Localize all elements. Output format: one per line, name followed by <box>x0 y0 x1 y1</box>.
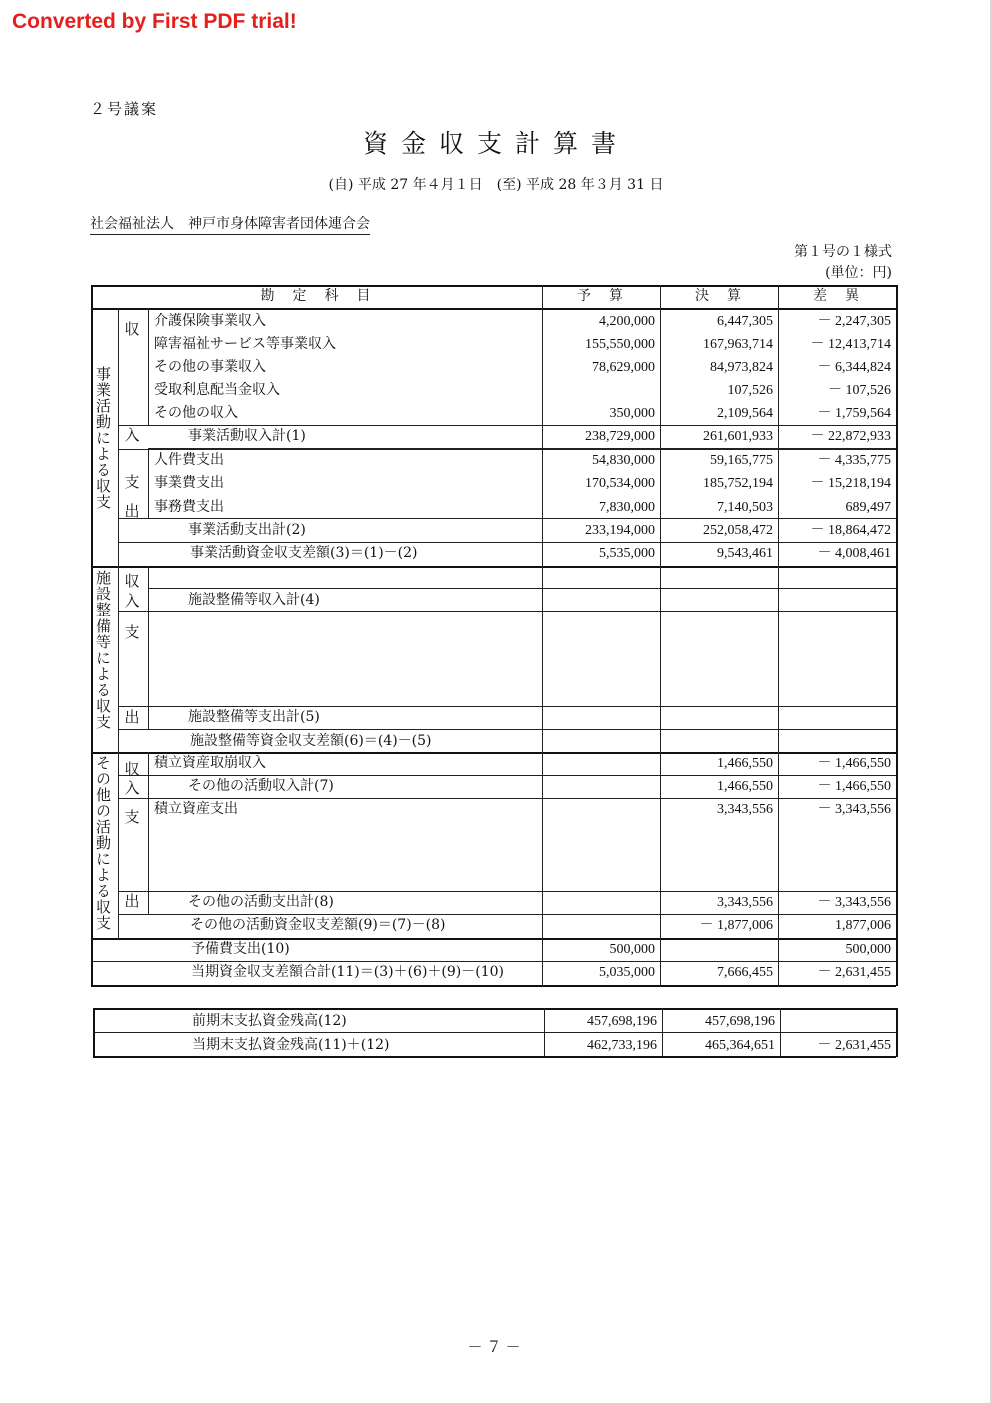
fiscal-period: (自) 平成 27 年４月１日 (至) 平成 28 年３月 31 日 <box>328 177 664 193</box>
sub-label-expense-1: 支 <box>124 473 140 491</box>
section-label-divider <box>118 308 119 938</box>
table-bottom-border <box>91 985 896 987</box>
facility-expense-bottom <box>118 729 896 730</box>
sub-label-income-3: 収 <box>124 572 140 590</box>
cell-budget <box>542 706 660 729</box>
row-label: 施設整備等収入計(4) <box>188 592 320 608</box>
cell-difference: － 4,335,775 <box>817 453 891 468</box>
cell-actual: 6,447,305 <box>717 314 773 329</box>
row-label: 事業活動収入計(1) <box>188 428 306 444</box>
other-expense-total-bottom <box>118 914 896 915</box>
cell-actual: － 1,877,006 <box>699 918 773 933</box>
cell-actual <box>660 730 778 753</box>
cell-budget: 155,550,000 <box>585 337 655 352</box>
form-number: 第１号の１様式 <box>794 244 892 260</box>
sub-label-income-5: 収 <box>124 760 140 778</box>
balance-row-label: 当期末支払資金残高(11)＋(12) <box>192 1037 390 1053</box>
cell-actual <box>660 938 778 961</box>
cell-budget: 7,830,000 <box>599 500 655 515</box>
facility-income-top <box>148 588 896 589</box>
balance-actual: 465,364,651 <box>705 1038 775 1053</box>
column-header-account: 勘 定 科 目 <box>260 288 373 304</box>
row-label: 施設整備等資金収支差額(6)＝(4)－(5) <box>190 733 432 749</box>
row-label: その他の活動支出計(8) <box>188 894 334 910</box>
cell-actual: 3,343,556 <box>717 895 773 910</box>
row-label: その他の活動収入計(7) <box>188 778 334 794</box>
document-title: 資金収支計算書 <box>362 129 629 158</box>
row-label: その他の事業収入 <box>154 359 266 375</box>
cell-actual <box>660 589 778 612</box>
cell-difference: － 2,631,455 <box>817 965 891 980</box>
section-label-operating: 事業活動による収支 <box>94 366 112 510</box>
sublabel-divider-1 <box>148 308 149 425</box>
cell-budget: 170,534,000 <box>585 476 655 491</box>
row-label: 積立資産取崩収入 <box>154 755 266 771</box>
row-label: 予備費支出(10) <box>191 941 290 957</box>
cell-budget: 4,200,000 <box>599 314 655 329</box>
cell-actual: 167,963,714 <box>703 337 773 352</box>
cell-difference <box>778 706 896 729</box>
expense-total-top <box>118 518 896 519</box>
column-header-actual: 決 算 <box>695 288 743 304</box>
other-expense-total-top <box>118 891 896 892</box>
budget-column-divider <box>542 285 543 986</box>
cell-budget: 78,629,000 <box>592 360 655 375</box>
income-total-top <box>118 425 896 426</box>
cell-actual: 1,466,550 <box>717 756 773 771</box>
cell-budget: 5,535,000 <box>599 546 655 561</box>
cell-difference: － 3,343,556 <box>817 895 891 910</box>
cell-difference: － 6,344,824 <box>817 360 891 375</box>
row-label: 受取利息配当金収入 <box>154 382 280 398</box>
cell-budget <box>542 589 660 612</box>
unit-label: (単位：円) <box>825 265 892 281</box>
sub-label-expense-4: 出 <box>124 708 140 726</box>
sub-label-expense-6: 出 <box>124 892 140 910</box>
sub-label-income-2: 入 <box>124 426 140 444</box>
sub-label-expense-2: 出 <box>124 502 140 520</box>
row-label: 事業費支出 <box>154 475 224 491</box>
section-divider-3 <box>91 938 896 940</box>
cell-budget: 350,000 <box>609 406 655 421</box>
bill-number: ２号議案 <box>90 100 159 118</box>
cell-difference: － 12,413,714 <box>810 337 891 352</box>
balance-difference <box>780 1010 896 1033</box>
sublabel-divider-4 <box>148 752 149 914</box>
cell-difference: － 22,872,933 <box>810 429 891 444</box>
section-divider-2 <box>91 752 896 754</box>
cell-actual: 7,666,455 <box>717 965 773 980</box>
balance-actual: 457,698,196 <box>705 1014 775 1029</box>
column-header-budget: 予 算 <box>577 288 625 304</box>
other-income-total-top <box>118 775 896 776</box>
sub-label-income-6: 入 <box>124 779 140 797</box>
cell-difference: － 15,218,194 <box>810 476 891 491</box>
cell-budget: 5,035,000 <box>599 965 655 980</box>
row-label: その他の収入 <box>154 405 238 421</box>
section-label-facility: 施設整備等による収支 <box>94 570 112 730</box>
facility-expense-top <box>118 706 896 707</box>
cell-difference <box>778 730 896 753</box>
cell-budget <box>542 891 660 914</box>
other-income-total-bottom <box>118 798 896 799</box>
section-label-other: その他の活動による収支 <box>94 755 112 931</box>
cell-difference: 1,877,006 <box>835 918 891 933</box>
cell-difference: － 2,247,305 <box>817 314 891 329</box>
cell-difference: － 107,526 <box>828 383 891 398</box>
row-label: 事業活動資金収支差額(3)＝(1)－(2) <box>190 545 418 561</box>
sub-label-income-1: 収 <box>124 320 140 338</box>
cell-budget <box>542 752 660 775</box>
row-label: 施設整備等支出計(5) <box>188 709 320 725</box>
section-divider-1 <box>91 566 896 568</box>
cell-budget <box>542 379 660 402</box>
cell-difference <box>778 589 896 612</box>
cell-actual: 59,165,775 <box>710 453 773 468</box>
cell-budget <box>542 914 660 937</box>
table-right-border <box>896 285 898 986</box>
balance-budget: 462,733,196 <box>587 1038 657 1053</box>
cell-difference: － 18,864,472 <box>810 523 891 538</box>
sub-label-expense-3: 支 <box>124 623 140 641</box>
row-label: 事務費支出 <box>154 499 224 515</box>
expense-total-bottom <box>118 542 896 543</box>
facility-income-bottom <box>118 611 896 612</box>
balance-row-label: 前期末支払資金残高(12) <box>192 1013 347 1029</box>
row-label: 障害福祉サービス等事業収入 <box>154 336 336 352</box>
cell-difference: － 1,759,564 <box>817 406 891 421</box>
balance-left-border <box>93 1008 95 1057</box>
cell-difference: － 1,466,550 <box>817 779 891 794</box>
watermark-text: Converted by First PDF trial! <box>12 10 297 33</box>
cell-actual <box>660 706 778 729</box>
cell-actual: 84,973,824 <box>710 360 773 375</box>
balance-right-border <box>896 1008 898 1057</box>
organization-name: 社会福祉法人 神戸市身体障害者団体連合会 <box>90 213 370 235</box>
balance-difference: － 2,631,455 <box>817 1038 891 1053</box>
row-label: 事業活動支出計(2) <box>188 522 306 538</box>
cell-actual: 107,526 <box>727 383 773 398</box>
row-label: 人件費支出 <box>154 452 224 468</box>
difference-column-divider <box>778 285 779 986</box>
row-label: 当期資金収支差額合計(11)＝(3)＋(6)＋(9)－(10) <box>191 964 504 980</box>
row-label: 介護保険事業収入 <box>154 313 266 329</box>
sub-label-income-4: 入 <box>124 592 140 610</box>
income-total-bottom <box>118 449 896 450</box>
cell-budget: 238,729,000 <box>585 429 655 444</box>
sublabel-divider-2 <box>148 449 149 518</box>
cell-actual: 3,343,556 <box>717 802 773 817</box>
cell-difference: 689,497 <box>845 500 891 515</box>
cell-actual: 7,140,503 <box>717 500 773 515</box>
cell-difference: － 4,008,461 <box>817 546 891 561</box>
cell-actual: 185,752,194 <box>703 476 773 491</box>
sublabel-divider-3 <box>148 566 149 729</box>
cell-budget: 54,830,000 <box>592 453 655 468</box>
cell-actual: 252,058,472 <box>703 523 773 538</box>
cell-budget <box>542 798 660 821</box>
cell-budget <box>542 775 660 798</box>
reserve-row-bottom <box>91 961 896 962</box>
actual-column-divider <box>660 285 661 986</box>
cell-difference: 500,000 <box>845 942 891 957</box>
cell-difference: － 1,466,550 <box>817 756 891 771</box>
cell-budget: 233,194,000 <box>585 523 655 538</box>
row-label: その他の活動資金収支差額(9)＝(7)－(8) <box>190 917 446 933</box>
sub-label-expense-5: 支 <box>124 808 140 826</box>
balance-budget: 457,698,196 <box>587 1014 657 1029</box>
cell-difference: － 3,343,556 <box>817 802 891 817</box>
cell-budget <box>542 730 660 753</box>
cell-budget: 500,000 <box>609 942 655 957</box>
form-info <box>794 242 892 284</box>
cell-actual: 261,601,933 <box>703 429 773 444</box>
cell-actual: 9,543,461 <box>717 546 773 561</box>
cell-actual: 1,466,550 <box>717 779 773 794</box>
page-number: －７－ <box>467 1338 525 1356</box>
column-header-difference: 差 異 <box>813 288 861 304</box>
row-label: 積立資産支出 <box>154 801 238 817</box>
cell-actual: 2,109,564 <box>717 406 773 421</box>
